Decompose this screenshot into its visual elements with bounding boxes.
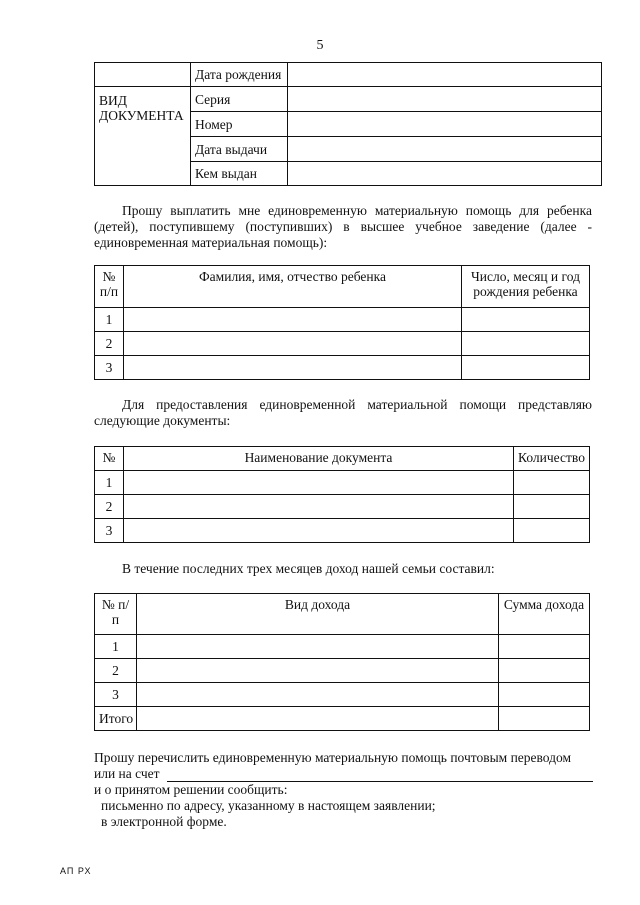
col-header-document-name: Наименование документа	[124, 447, 514, 471]
col-header-number: № п/п	[95, 594, 137, 635]
col-header-quantity: Количество	[514, 447, 590, 471]
row-label: Номер	[191, 112, 288, 137]
income-sum-field[interactable]	[499, 683, 590, 707]
row-number: 3	[95, 683, 137, 707]
income-sum-field[interactable]	[499, 659, 590, 683]
documents-table	[94, 446, 590, 543]
child-name-field[interactable]	[124, 332, 462, 356]
document-name-field[interactable]	[124, 519, 514, 543]
document-details-table	[94, 62, 602, 186]
child-birth-date-field[interactable]	[462, 332, 590, 356]
document-name-field[interactable]	[124, 495, 514, 519]
row-number: 3	[95, 356, 124, 380]
row-number: 1	[95, 308, 124, 332]
footer-code: АП РХ	[60, 866, 92, 876]
income-table	[94, 593, 590, 731]
series-field[interactable]	[288, 87, 602, 112]
row-label: Дата выдачи	[191, 137, 288, 162]
document-type-label: ВИД ДОКУМЕНТА	[95, 87, 191, 186]
document-quantity-field[interactable]	[514, 519, 590, 543]
number-field[interactable]	[288, 112, 602, 137]
document-quantity-field[interactable]	[514, 495, 590, 519]
empty-cell	[95, 63, 191, 87]
income-total-sum-field[interactable]	[499, 707, 590, 731]
income-total-type-field[interactable]	[137, 707, 499, 731]
col-header-number: №	[95, 447, 124, 471]
issued-by-field[interactable]	[288, 162, 602, 186]
row-number: 2	[95, 495, 124, 519]
income-sum-field[interactable]	[499, 635, 590, 659]
child-birth-date-field[interactable]	[462, 308, 590, 332]
notify-option-electronic: в электронной форме.	[101, 814, 227, 829]
col-header-income-type: Вид дохода	[137, 594, 499, 635]
row-number: 1	[95, 471, 124, 495]
documents-text: Для предоставления единовременной материальной помощи представляю следующие документы:	[94, 397, 592, 428]
col-header-number: № п/п	[95, 266, 124, 308]
income-type-field[interactable]	[137, 683, 499, 707]
row-label: Серия	[191, 87, 288, 112]
total-label: Итого	[95, 707, 137, 731]
row-label: Дата рождения	[191, 63, 288, 87]
transfer-request-line: Прошу перечислить единовременную материальную помощь почтовым переводом	[94, 750, 572, 765]
birth-date-field[interactable]	[288, 63, 602, 87]
income-type-field[interactable]	[137, 659, 499, 683]
page-number: 5	[316, 38, 324, 53]
document-name-field[interactable]	[124, 471, 514, 495]
child-name-field[interactable]	[124, 356, 462, 380]
col-header-birth-date: Число, месяц и год рождения ребенка	[462, 266, 590, 308]
col-header-income-sum: Сумма дохода	[499, 594, 590, 635]
row-label: Кем выдан	[191, 162, 288, 186]
income-paragraph	[94, 561, 592, 577]
child-name-field[interactable]	[124, 308, 462, 332]
request-text: Прошу выплатить мне единовременную материальную помощь для ребенка (детей), поступившему (поступивших) в высшее учебное заведение (далее - единовременная материальная помощь):	[94, 203, 592, 250]
account-line	[94, 766, 593, 782]
decision-line: и о принятом решении сообщить:	[94, 782, 288, 797]
children-table	[94, 265, 590, 380]
child-birth-date-field[interactable]	[462, 356, 590, 380]
row-number: 2	[95, 332, 124, 356]
issue-date-field[interactable]	[288, 137, 602, 162]
document-quantity-field[interactable]	[514, 471, 590, 495]
row-number: 2	[95, 659, 137, 683]
col-header-child-name: Фамилия, имя, отчество ребенка	[124, 266, 462, 308]
row-number: 1	[95, 635, 137, 659]
notify-option-written: письменно по адресу, указанному в настоящем заявлении;	[101, 798, 436, 813]
account-label: или на счет	[94, 766, 160, 781]
row-number: 3	[95, 519, 124, 543]
documents-paragraph	[94, 397, 592, 429]
income-text: В течение последних трех месяцев доход нашей семьи составил:	[122, 561, 495, 576]
request-paragraph	[94, 203, 592, 251]
income-type-field[interactable]	[137, 635, 499, 659]
account-number-field[interactable]	[167, 768, 593, 782]
